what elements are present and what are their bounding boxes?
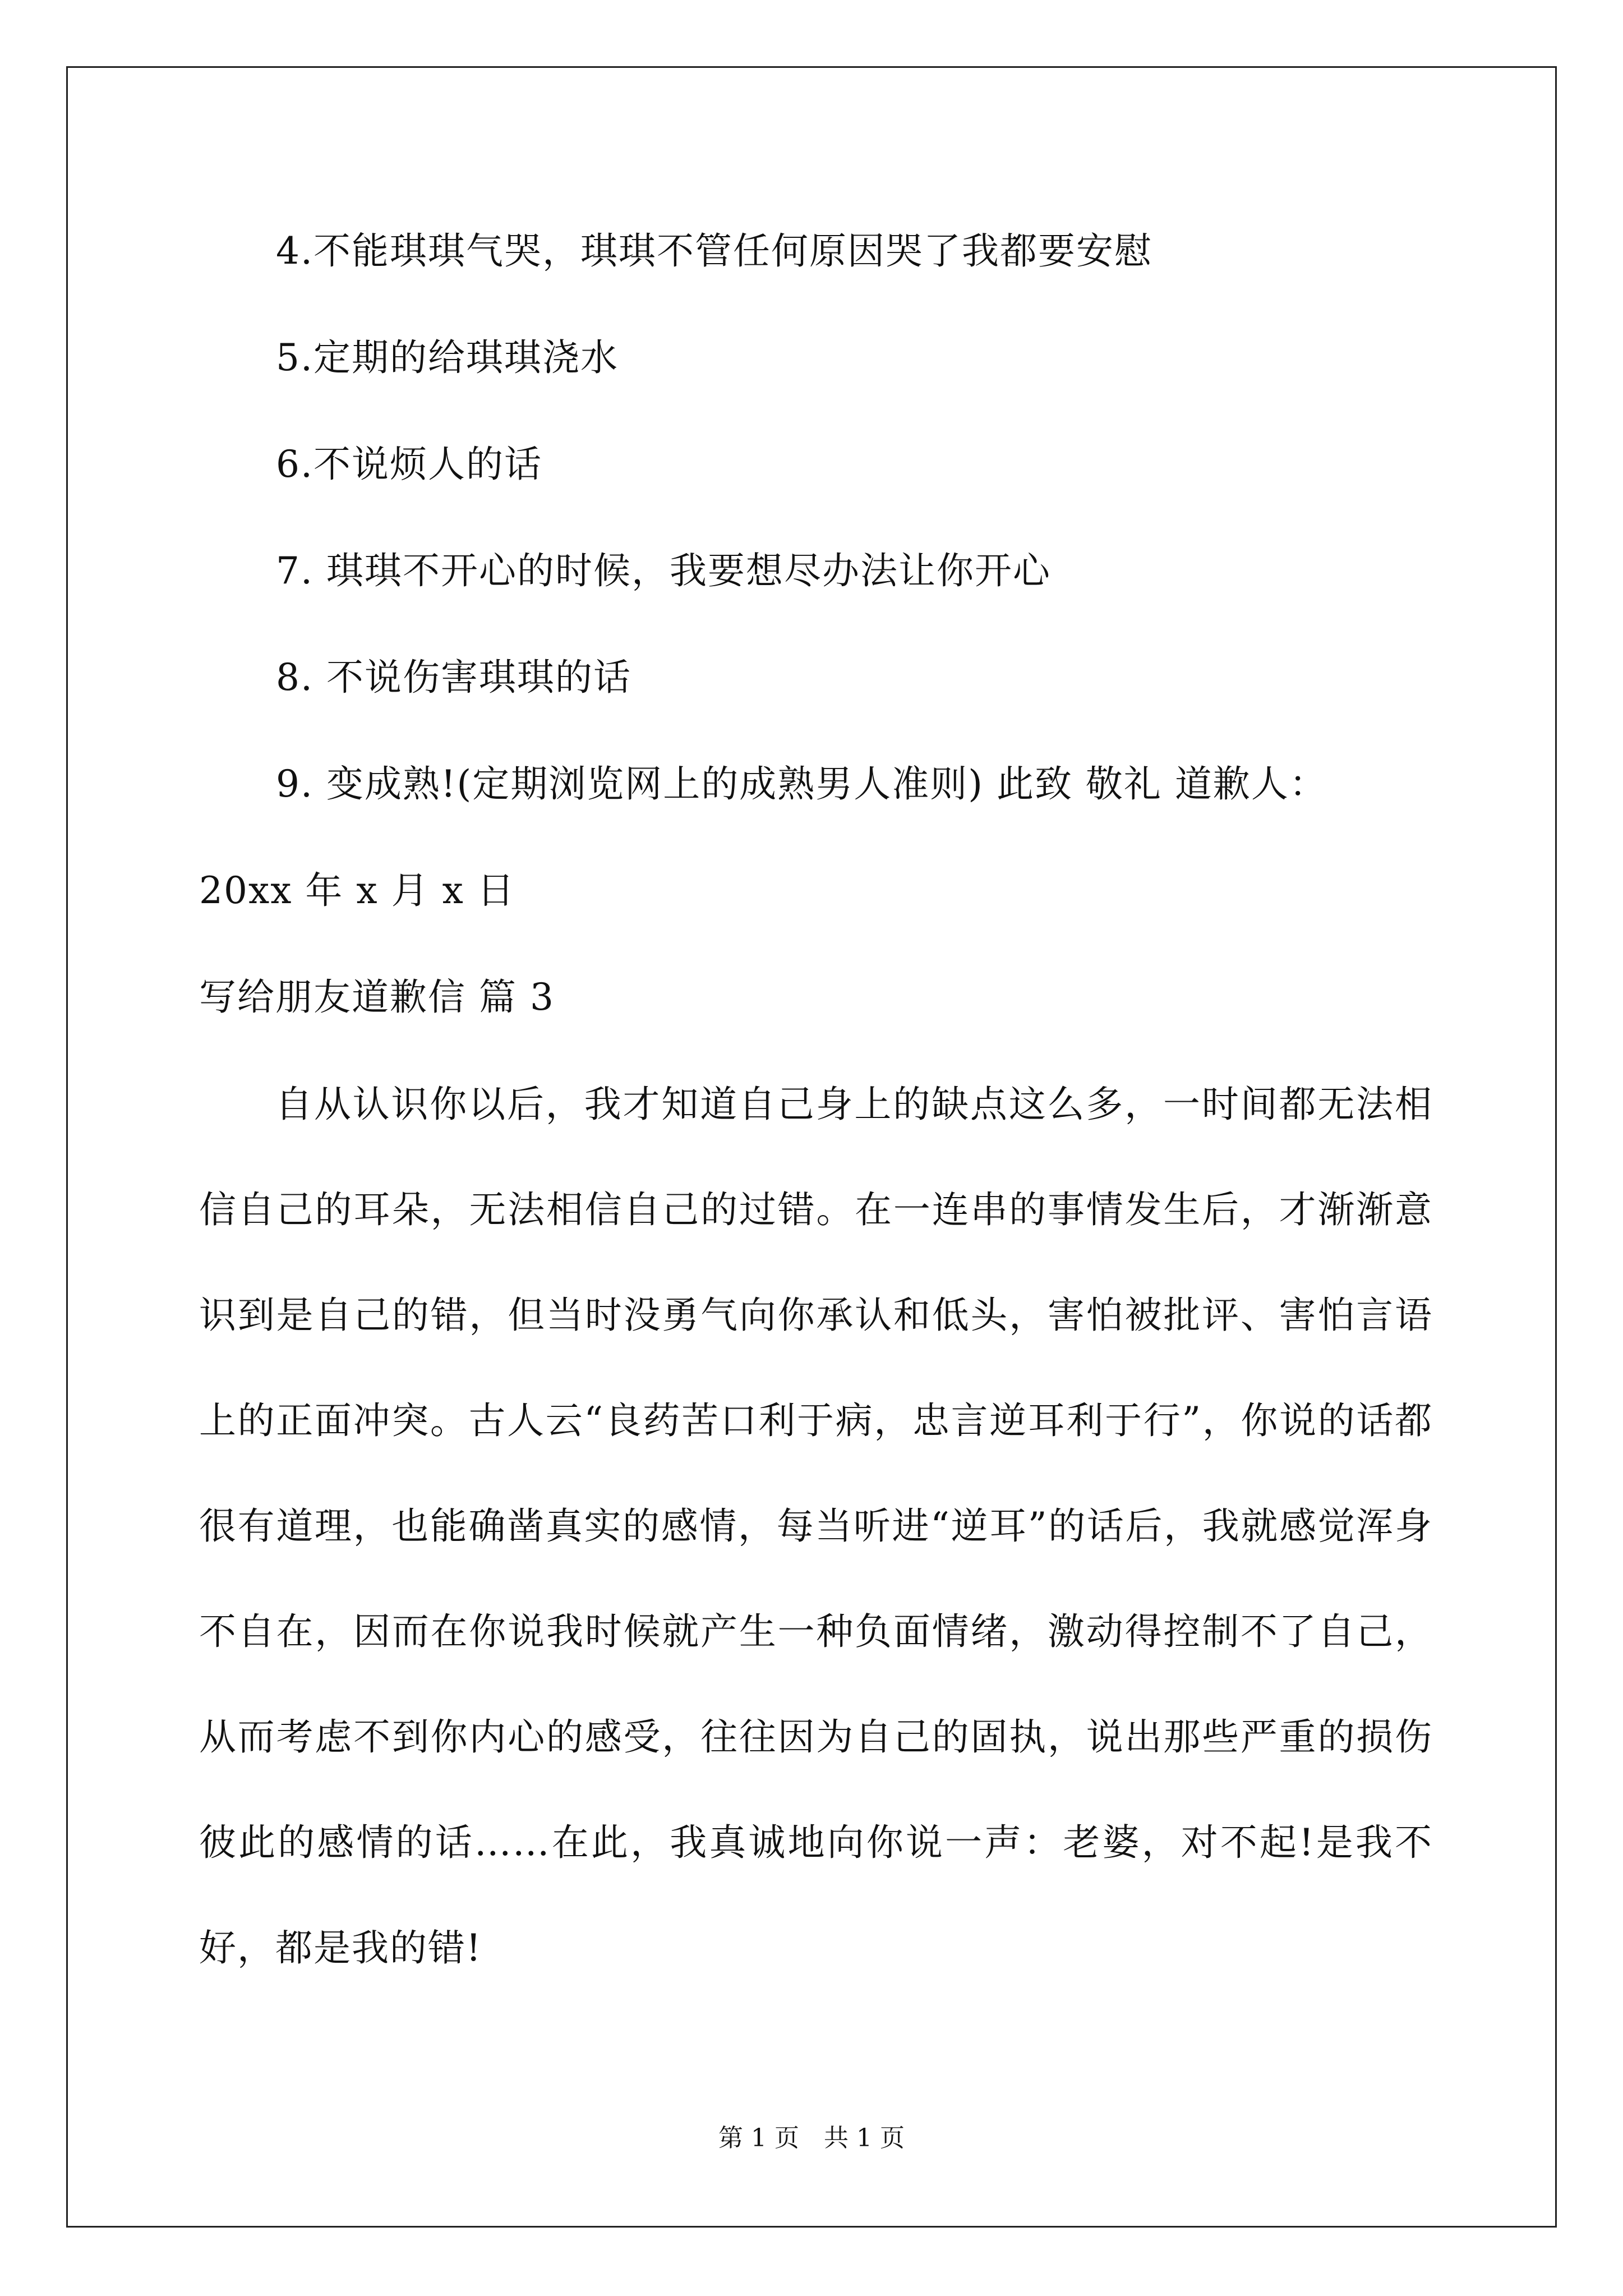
list-item-5: 5.定期的给琪琪浇水 [276, 336, 619, 379]
page-indicator: 第 1 页 共 1 页 [718, 2124, 905, 2152]
section-title: 写给朋友道歉信 篇 3 [199, 976, 555, 1019]
list-item-8: 8. 不说伤害琪琪的话 [276, 656, 631, 699]
list-item-6: 6.不说烦人的话 [276, 443, 542, 486]
list-item-4: 4.不能琪琪气哭，琪琪不管任何原因哭了我都要安慰 [276, 229, 1152, 273]
list-item-7: 7. 琪琪不开心的时候，我要想尽办法让你开心 [276, 549, 1051, 592]
body-paragraph: 自从认识你以后，我才知道自己身上的缺点这么多，一时间都无法相信自己的耳朵，无法相信自己的过错。在一连串的事情发生后，才渐渐意识到是自己的错，但当时没勇气向你承认和低头，害怕被批评、害怕言语上的正面冲突。古人云“良药苦口利于病，忠言逆耳利于行”，你说的话都很有道理，也能确凿真实的感情，每当听进“逆耳”的话后，我就感觉浑身不自在，因而在你说我时候就产生一种负面情绪，激动得控制不了自己，从而考虑不到你内心的感受，往往因为自己的固执，说出那些严重的损伤彼此的感情的话……在此，我真诚地向你说一声：老婆，对不起!是我不好，都是我的错! [199, 1083, 1433, 1970]
list-item-9: 9. 变成熟!(定期浏览网上的成熟男人准则) 此致 敬礼 道歉人： [276, 762, 1327, 806]
date-line: 20xx 年 x 月 x 日 [199, 869, 515, 912]
